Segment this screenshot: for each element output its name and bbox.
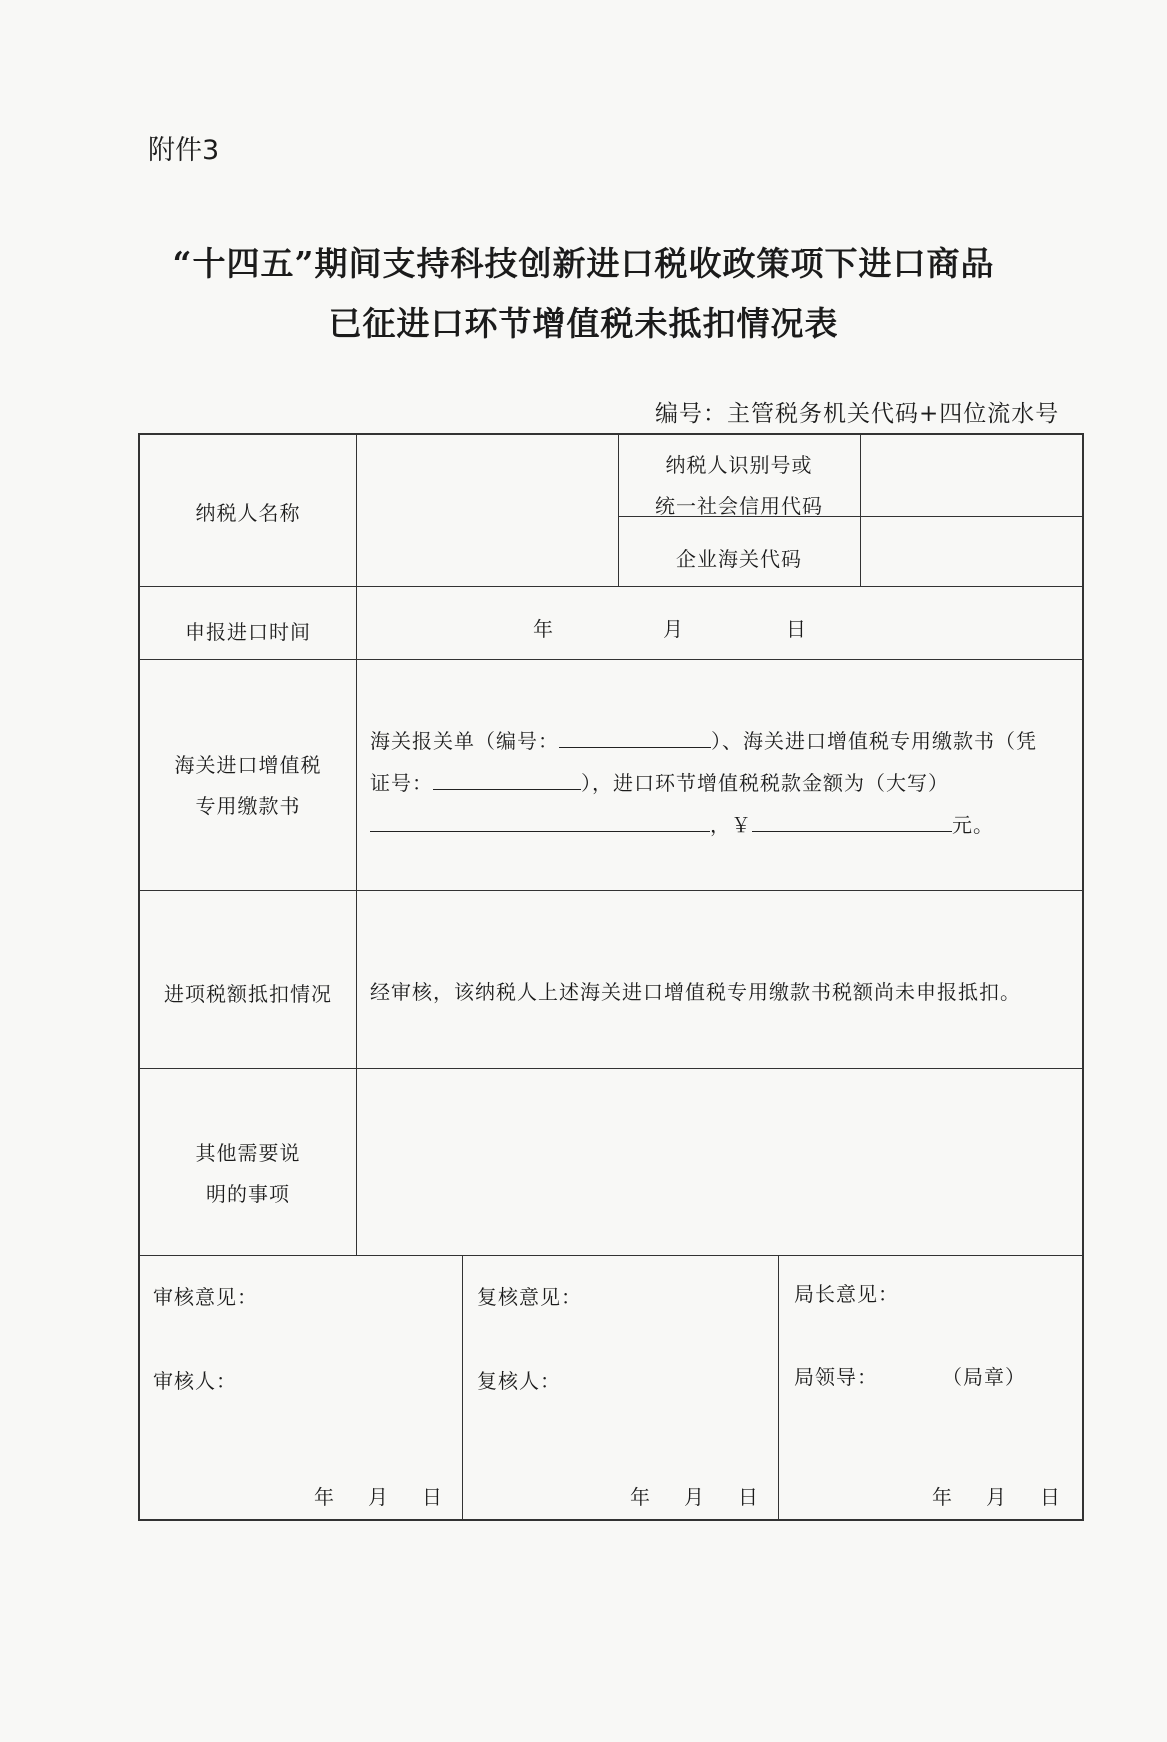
recheck-day: 日 xyxy=(738,1485,759,1509)
director-month: 月 xyxy=(986,1485,1007,1509)
column-divider xyxy=(860,435,861,586)
declaration-number-blank[interactable] xyxy=(559,727,711,748)
taxpayer-id-label-line2: 统一社会信用代码 xyxy=(655,494,823,518)
taxpayer-id-label-line1: 纳税人识别号或 xyxy=(665,453,813,477)
declare-year: 年 xyxy=(533,617,554,641)
declare-time-label: 申报进口时间 xyxy=(185,620,311,644)
form-table xyxy=(138,433,1084,1521)
review-opinion-label: 审核意见： xyxy=(153,1285,258,1309)
review-month: 月 xyxy=(368,1485,389,1509)
recheck-year: 年 xyxy=(630,1485,651,1509)
column-divider xyxy=(778,1255,779,1521)
vat-text-line2 xyxy=(370,767,949,796)
form-title-line2: 已征进口环节增值税未抵扣情况表 xyxy=(328,304,839,343)
bureau-leader-label: 局领导： xyxy=(794,1365,878,1389)
recheck-opinion-label: 复核意见： xyxy=(477,1285,582,1309)
director-year: 年 xyxy=(932,1485,953,1509)
form-title-line1: “十四五”期间支持科技创新进口税收政策项下进口商品 xyxy=(172,244,995,283)
review-day: 日 xyxy=(422,1485,443,1509)
bureau-seal-label: （局章） xyxy=(942,1365,1026,1389)
taxpayer-name-label: 纳税人名称 xyxy=(195,501,301,525)
vat-section-label-line1: 海关进口增值税 xyxy=(174,753,322,777)
vat-text-part5: ，￥ xyxy=(710,813,752,837)
amount-yuan-blank[interactable] xyxy=(752,811,952,832)
column-divider xyxy=(462,1255,463,1521)
other-label-line2: 明的事项 xyxy=(206,1182,290,1206)
row-divider xyxy=(140,890,1084,891)
row-divider xyxy=(140,659,1084,660)
row-divider xyxy=(140,586,1084,587)
recheck-month: 月 xyxy=(684,1485,705,1509)
reviewer-label: 审核人： xyxy=(153,1369,237,1393)
vat-text-line1 xyxy=(370,725,1037,754)
row-divider xyxy=(140,1255,1084,1256)
vat-text-part6: 元。 xyxy=(952,813,994,837)
deduction-text: 经审核，该纳税人上述海关进口增值税专用缴款书税额尚未申报抵扣。 xyxy=(370,980,1021,1004)
declare-day: 日 xyxy=(786,617,807,641)
director-day: 日 xyxy=(1040,1485,1061,1509)
customs-code-label: 企业海关代码 xyxy=(676,547,802,571)
other-label-line1: 其他需要说 xyxy=(195,1141,301,1165)
attachment-label: 附件3 xyxy=(148,135,220,166)
serial-number-label: 编号：主管税务机关代码+四位流水号 xyxy=(655,401,1060,427)
vat-text-part3: 证号： xyxy=(370,771,433,795)
declare-month: 月 xyxy=(663,617,684,641)
amount-words-blank[interactable] xyxy=(370,811,710,832)
row-divider xyxy=(140,1068,1084,1069)
vat-section-label-line2: 专用缴款书 xyxy=(195,794,301,818)
director-opinion-label: 局长意见： xyxy=(794,1282,899,1306)
voucher-number-blank[interactable] xyxy=(433,769,581,790)
vat-text-part2: ）、海关进口增值税专用缴款书（凭 xyxy=(711,729,1037,753)
deduction-label: 进项税额抵扣情况 xyxy=(164,982,332,1006)
vat-text-part1: 海关报关单（编号： xyxy=(370,729,559,753)
vat-text-line3 xyxy=(370,809,994,838)
review-year: 年 xyxy=(314,1485,335,1509)
vat-text-part4: ），进口环节增值税税款金额为（大写） xyxy=(581,771,949,795)
column-divider xyxy=(356,435,357,1255)
rechecker-label: 复核人： xyxy=(477,1369,561,1393)
